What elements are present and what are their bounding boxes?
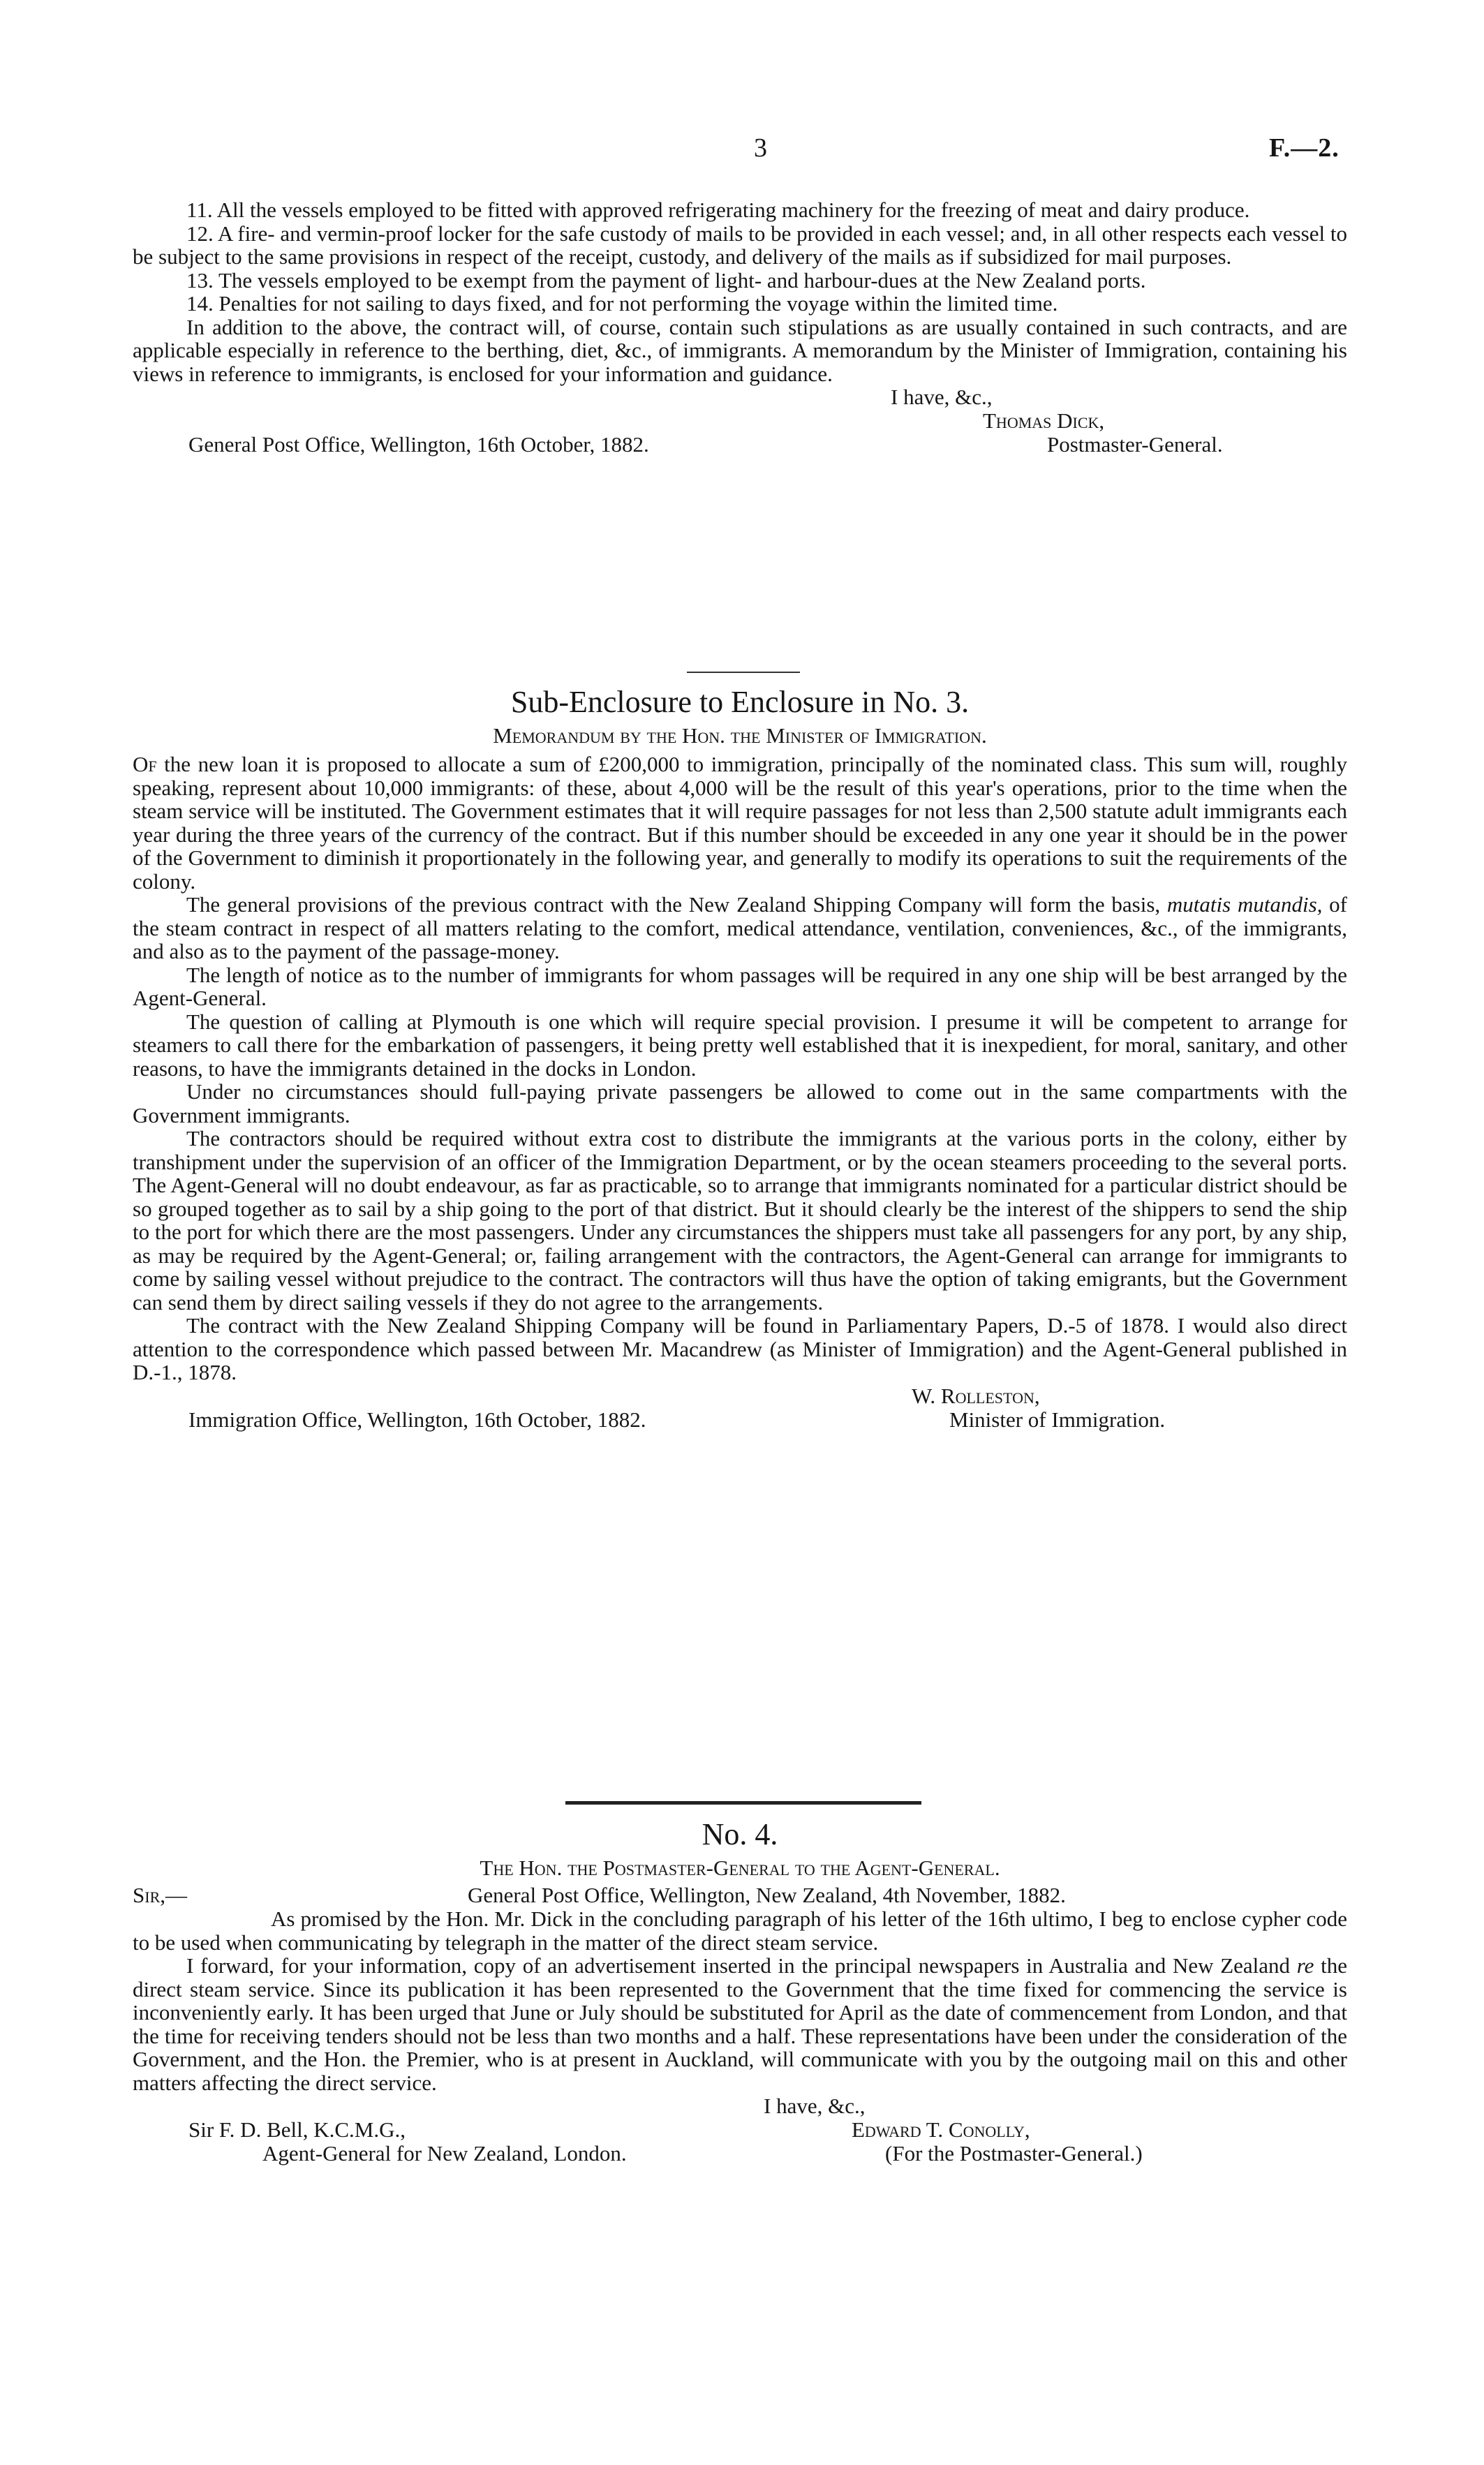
- clause-12: 12. A fire- and vermin-proof locker for the safe custody of mails to be provided in each vessel; and, in all other respects each vessel to be subject to the same provisions in respect of the receipt, custody, and delivery of the mails as if subsidized for mail purposes.: [133, 221, 1347, 269]
- sub-enclosure-subtitle: Memorandum by the Hon. the Minister of Immigration.: [493, 723, 987, 748]
- clause-13: 13. The vessels employed to be exempt from the payment of light- and harbour-dues at the New Zealand ports.: [186, 267, 1146, 293]
- memo-paragraph-1-text: the new loan it is proposed to allocate a sum of £200,000 to immigration, principally of the nominated class. This sum will, roughly speaking, represent about 10,000 immigrants: of these, about 4,000 will be the result of this year's operations, prior to the time when the steam service will be instituted. The Government estimates that it will require passages for not less than 2,500 statute adult immigrants each year during the three years of the currency of the contract. But if this number should be exceeded in any one year it should be in the power of the Government to diminish it proportionately in the following year, and generally to modify its operations to suit the requirements of the colony.: [133, 752, 1347, 894]
- section-divider: [687, 672, 800, 673]
- memo-place-date: Immigration Office, Wellington, 16th October, 1882.: [188, 1407, 646, 1432]
- no4-signatory-name: Edward T. Conolly,: [852, 2117, 1030, 2142]
- memo-paragraph-2-italic: mutatis mutandis,: [1166, 892, 1323, 917]
- memo-signatory-name: W. Rolleston,: [912, 1383, 1040, 1408]
- no4-title: No. 4.: [702, 1817, 778, 1851]
- no4-salutation-line: [133, 1883, 1347, 1907]
- no4-paragraph-1: As promised by the Hon. Mr. Dick in the concluding paragraph of his letter of the 16th ultimo, I beg to enclose cypher code to be used when communicating by telegraph in the matter of the direct steam service.: [133, 1907, 1347, 1955]
- memo-paragraph-4: The question of calling at Plymouth is one which will require special provision. I presume it will be competent to arrange for steamers to call there for the embarkation of passengers, it being pretty well established that it is inexpedient, for moral, sanitary, and other reasons, to have the immigrants detained in the docks in London.: [133, 1009, 1347, 1081]
- drop-lead: Of: [133, 752, 157, 776]
- signatory-name: Thomas Dick,: [983, 408, 1105, 433]
- closing-formula: I have, &c.,: [891, 385, 993, 409]
- signatory-title: Postmaster-General.: [1047, 432, 1223, 457]
- memo-paragraph-7: The contract with the New Zealand Shipping Company will be found in Parliamentary Papers, D.-5 of 1878. I would also direct attention to the correspondence which passed between Mr. Macandrew (as Minister of Immigration) and the Agent-General published in D.-1., 1878.: [133, 1313, 1347, 1384]
- clause-14: 14. Penalties for not sailing to days fixed, and for not performing the voyage within the limited time.: [186, 291, 1058, 316]
- place-date: General Post Office, Wellington, 16th October, 1882.: [188, 432, 649, 457]
- heavy-divider: [565, 1801, 921, 1805]
- no4-paragraph-2-b: the direct steam service. Since its publication it has been represented to the Government that the time fixed for commencing the service is inconveniently early. It has been urged that June or July should be substituted for April as the date of commencement from London, and that the time for receiving tenders should not be less than two months and a half. These representations have been under the consideration of the Government, and the Hon. the Premier, who is at present in Auckland, will communicate with you by the outgoing mail on this and other matters affecting the direct service.: [133, 1953, 1347, 2095]
- memo-paragraph-2-b: of the steam contract in respect of all matters relating to the comfort, medical attendance, ventilation, conveniences, &c., of the immigrants, and also as to the payment of the passage-money.: [133, 892, 1347, 963]
- memo-paragraph-3: The length of notice as to the number of immigrants for whom passages will be required in any one ship will be best arranged by the Agent-General.: [133, 962, 1347, 1010]
- no4-paragraph-2: [133, 1954, 1347, 2094]
- sub-enclosure-section: [133, 683, 1347, 1432]
- page-number: 3: [754, 133, 767, 163]
- no4-paragraph-2-italic: re: [1296, 1953, 1314, 1978]
- salutation: Sir,—: [133, 1883, 187, 1907]
- closing-paragraph: In addition to the above, the contract will, of course, contain such stipulations as are usually contained in such contracts, and are applicable especially in reference to the berthing, diet, &c., of immigrants. A memorandum by the Minister of Immigration, containing his views in reference to immigrants, is enclosed for your information and guidance.: [133, 314, 1347, 386]
- no4-closing-formula: I have, &c.,: [764, 2094, 866, 2118]
- memo-paragraph-6: The contractors should be required without extra cost to distribute the immigrants at the various ports in the colony, either by transhipment under the supervision of an officer of the Immigration Department, or by the ocean steamers proceeding to the several ports. The Agent-General will no doubt endeavour, as far as practicable, so to arrange that immigrants nominated for a particular district should be so grouped together as to sail by a ship going to the port of that district. But it should clearly be the interest of the shippers to send the ship to the port for which there are the most passengers. Under any circumstances the shippers must take all passengers for any port, by any ship, as may be required by the Agent-General; or, failing arrangement with the contractors, the Agent-General can arrange for immigrants to come by sailing vessel without prejudice to the contract. The contractors will thus have the option of taking emigrants, but the Government can send them by direct sailing vessels if they do not agree to the arrangements.: [133, 1126, 1347, 1315]
- no4-signatory-title: (For the Postmaster-General.): [885, 2141, 1143, 2166]
- clause-11: 11. All the vessels employed to be fitted with approved refrigerating machinery for the freezing of meat and dairy produce.: [186, 198, 1250, 222]
- memo-paragraph-1: [133, 753, 1347, 893]
- document-reference: F.—2.: [1269, 133, 1340, 163]
- memo-paragraph-2: [133, 893, 1347, 963]
- memo-paragraph-2-a: The general provisions of the previous contract with the New Zealand Shipping Company will form the basis,: [186, 892, 1167, 917]
- memo-paragraph-5: Under no circumstances should full-paying private passengers be allowed to come out in the same compartments with the Government immigrants.: [133, 1079, 1347, 1127]
- enclosure-section: [133, 198, 1347, 457]
- no4-subtitle: The Hon. the Postmaster-General to the Agent-General.: [480, 1856, 1000, 1880]
- no4-paragraph-2-a: I forward, for your information, copy of an advertisement inserted in the principal newspapers in Australia and New Zealand: [186, 1953, 1297, 1978]
- addressee-title: Agent-General for New Zealand, London.: [262, 2141, 627, 2166]
- sub-enclosure-title: Sub-Enclosure to Enclosure in No. 3.: [510, 685, 970, 719]
- dateline: General Post Office, Wellington, New Zealand, 4th November, 1882.: [468, 1883, 1066, 1907]
- memo-signatory-title: Minister of Immigration.: [949, 1407, 1166, 1432]
- addressee-name: Sir F. D. Bell, K.C.M.G.,: [188, 2117, 406, 2142]
- letter-no4-section: [133, 1815, 1347, 2166]
